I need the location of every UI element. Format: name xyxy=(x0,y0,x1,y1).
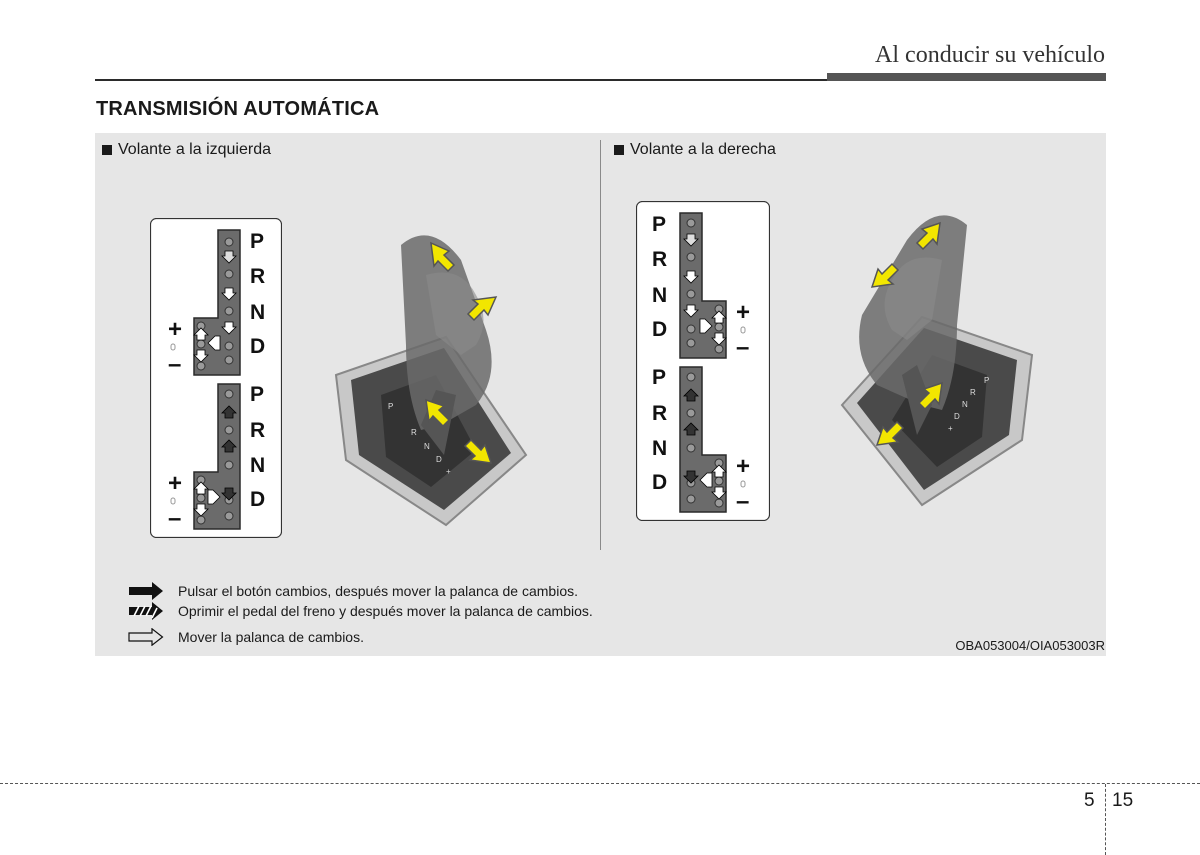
svg-text:R: R xyxy=(970,388,976,397)
gear-letter: P xyxy=(250,383,265,406)
bullet-square-icon xyxy=(102,145,112,155)
svg-text:P: P xyxy=(984,376,990,385)
svg-text:+: + xyxy=(446,467,451,476)
gear-letter: D xyxy=(652,471,668,494)
gear-letter: P xyxy=(652,366,667,389)
right-gate-diagram xyxy=(636,201,770,521)
gear-letter: N xyxy=(250,301,266,324)
gear-letter: R xyxy=(250,419,266,442)
gear-letter: P xyxy=(250,230,265,253)
legend-item xyxy=(128,602,593,620)
plus-sign: + xyxy=(168,316,183,343)
left-shifter-illustration xyxy=(326,225,536,530)
svg-text:D: D xyxy=(954,412,960,421)
gear-letter: D xyxy=(652,318,668,341)
legend-text: Oprimir el pedal del freno y después mover la palanca de cambios. xyxy=(178,603,593,619)
running-header: Al conducir su vehículo xyxy=(875,42,1105,68)
gear-letter: N xyxy=(652,437,668,460)
solid-arrow-icon xyxy=(128,582,164,600)
minus-sign: – xyxy=(736,488,750,515)
figure-divider xyxy=(600,140,601,550)
right-shifter-illustration xyxy=(832,205,1042,510)
hatched-arrow-icon xyxy=(128,602,164,620)
gear-letter: N xyxy=(250,454,266,477)
bullet-square-icon xyxy=(614,145,624,155)
left-caption-text: Volante a la izquierda xyxy=(118,141,271,158)
chapter-number: 5 xyxy=(1084,790,1095,811)
svg-text:N: N xyxy=(962,400,968,409)
gear-letter: D xyxy=(250,335,266,358)
minus-sign: – xyxy=(168,505,182,532)
left-gate-diagram xyxy=(150,218,282,538)
plus-sign: + xyxy=(736,299,751,326)
right-caption xyxy=(614,141,776,159)
footer-rule xyxy=(0,783,1200,784)
gear-letter: R xyxy=(250,265,266,288)
svg-text:D: D xyxy=(436,455,442,464)
gear-letter: P xyxy=(652,213,667,236)
plus-sign: + xyxy=(168,470,183,497)
plus-sign: + xyxy=(736,453,751,480)
header-rule-accent xyxy=(827,73,1106,81)
gear-letter: R xyxy=(652,402,668,425)
gear-letter: R xyxy=(652,248,668,271)
page-number: 15 xyxy=(1112,790,1134,811)
figure-code: OBA053004/OIA053003R xyxy=(955,638,1105,653)
header-rule xyxy=(95,79,830,81)
gear-letter: D xyxy=(250,488,266,511)
legend-item xyxy=(128,628,364,646)
section-title: TRANSMISIÓN AUTOMÁTICA xyxy=(96,98,380,120)
legend-item xyxy=(128,582,578,600)
gear-letter: N xyxy=(652,284,668,307)
svg-text:R: R xyxy=(411,428,417,437)
legend-text: Pulsar el botón cambios, después mover la palanca de cambios. xyxy=(178,583,578,599)
svg-text:+: + xyxy=(948,424,953,433)
left-caption xyxy=(102,141,271,159)
right-caption-text: Volante a la derecha xyxy=(630,141,776,158)
svg-text:N: N xyxy=(424,442,430,451)
footer-separator xyxy=(1105,784,1106,855)
minus-sign: – xyxy=(736,334,750,361)
outline-arrow-icon xyxy=(128,628,164,646)
legend-text: Mover la palanca de cambios. xyxy=(178,629,364,645)
svg-text:P: P xyxy=(388,402,394,411)
minus-sign: – xyxy=(168,351,182,378)
